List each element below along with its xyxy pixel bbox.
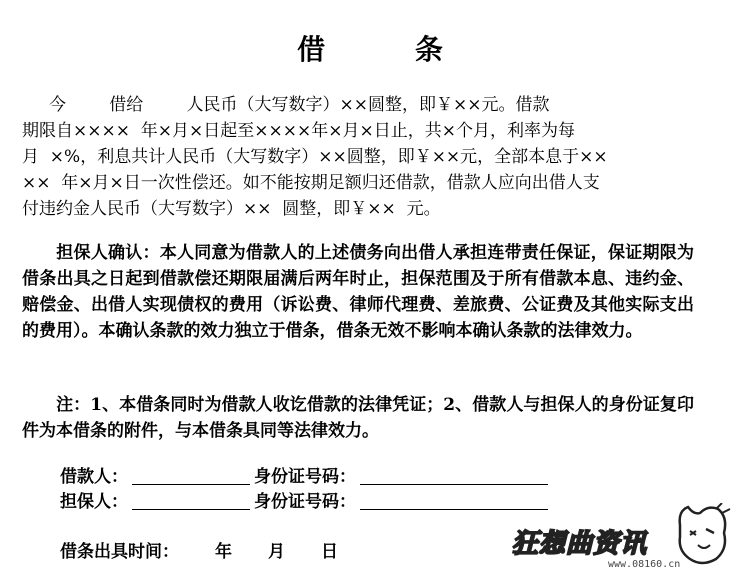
guarantor-signature-row	[60, 490, 552, 514]
watermark-brand: 狂想曲资讯	[512, 529, 648, 559]
borrower-label: 借款人：	[60, 467, 128, 487]
date-label: 借条出具时间：	[60, 542, 179, 562]
mascot-face-icon	[672, 503, 732, 569]
month-label: 月	[268, 542, 285, 562]
terms-line: 付违约金人民币（大写数字）×× 圆整，即￥×× 元。	[22, 199, 441, 219]
note-text: 注：1、本借条同时为借款人收讫借款的法律凭证；2、借款人与担保人的身份证复印件为本借条的附件，与本借条具同等法律效力。	[22, 395, 694, 441]
borrower-id-label: 身份证号码：	[254, 467, 356, 487]
document-title: 借 条	[297, 33, 483, 66]
guarantor-confirmation-text: 担保人确认：本人同意为借款人的上述债务向出借人承担连带责任保证，保证期限为借条出具之日起到借款偿还期限届满后两年时止，担保范围及于所有借款本息、违约金、赔偿金、出借人实现债权的费用（诉讼费、律师代理费、差旅费、公证费及其他实际支出的费用）。本确认条款的效力独立于借条，借条无效不影响本确认条款的法律效力。	[22, 243, 694, 341]
terms-line: 今 借给 人民币（大写数字）××圆整，即￥××元。借款	[22, 95, 550, 115]
issue-date-row	[60, 540, 338, 564]
terms-line: 月 ×%，利息共计人民币（大写数字）××圆整，即￥××元，全部本息于××	[22, 147, 608, 167]
day-label: 日	[321, 542, 338, 562]
terms-line: ×× 年×月×日一次性偿还。如不能按期足额归还借款，借款人应向出借人支	[22, 173, 600, 193]
watermark-url: www.08160.cn	[608, 559, 681, 570]
guarantor-id-label: 身份证号码：	[254, 492, 356, 512]
borrower-name-blank[interactable]	[132, 464, 250, 485]
loan-terms-paragraph	[22, 92, 694, 222]
site-watermark	[512, 503, 732, 575]
borrower-id-blank[interactable]	[360, 464, 548, 485]
year-label: 年	[215, 542, 232, 562]
terms-line: 期限自×××× 年×月×日起至××××年×月×日止，共×个月，利率为每	[22, 121, 575, 141]
borrower-signature-row	[60, 465, 552, 489]
guarantor-confirmation-paragraph	[22, 240, 694, 344]
guarantor-name-blank[interactable]	[132, 489, 250, 510]
guarantor-label: 担保人：	[60, 492, 128, 512]
note-paragraph	[22, 392, 694, 444]
